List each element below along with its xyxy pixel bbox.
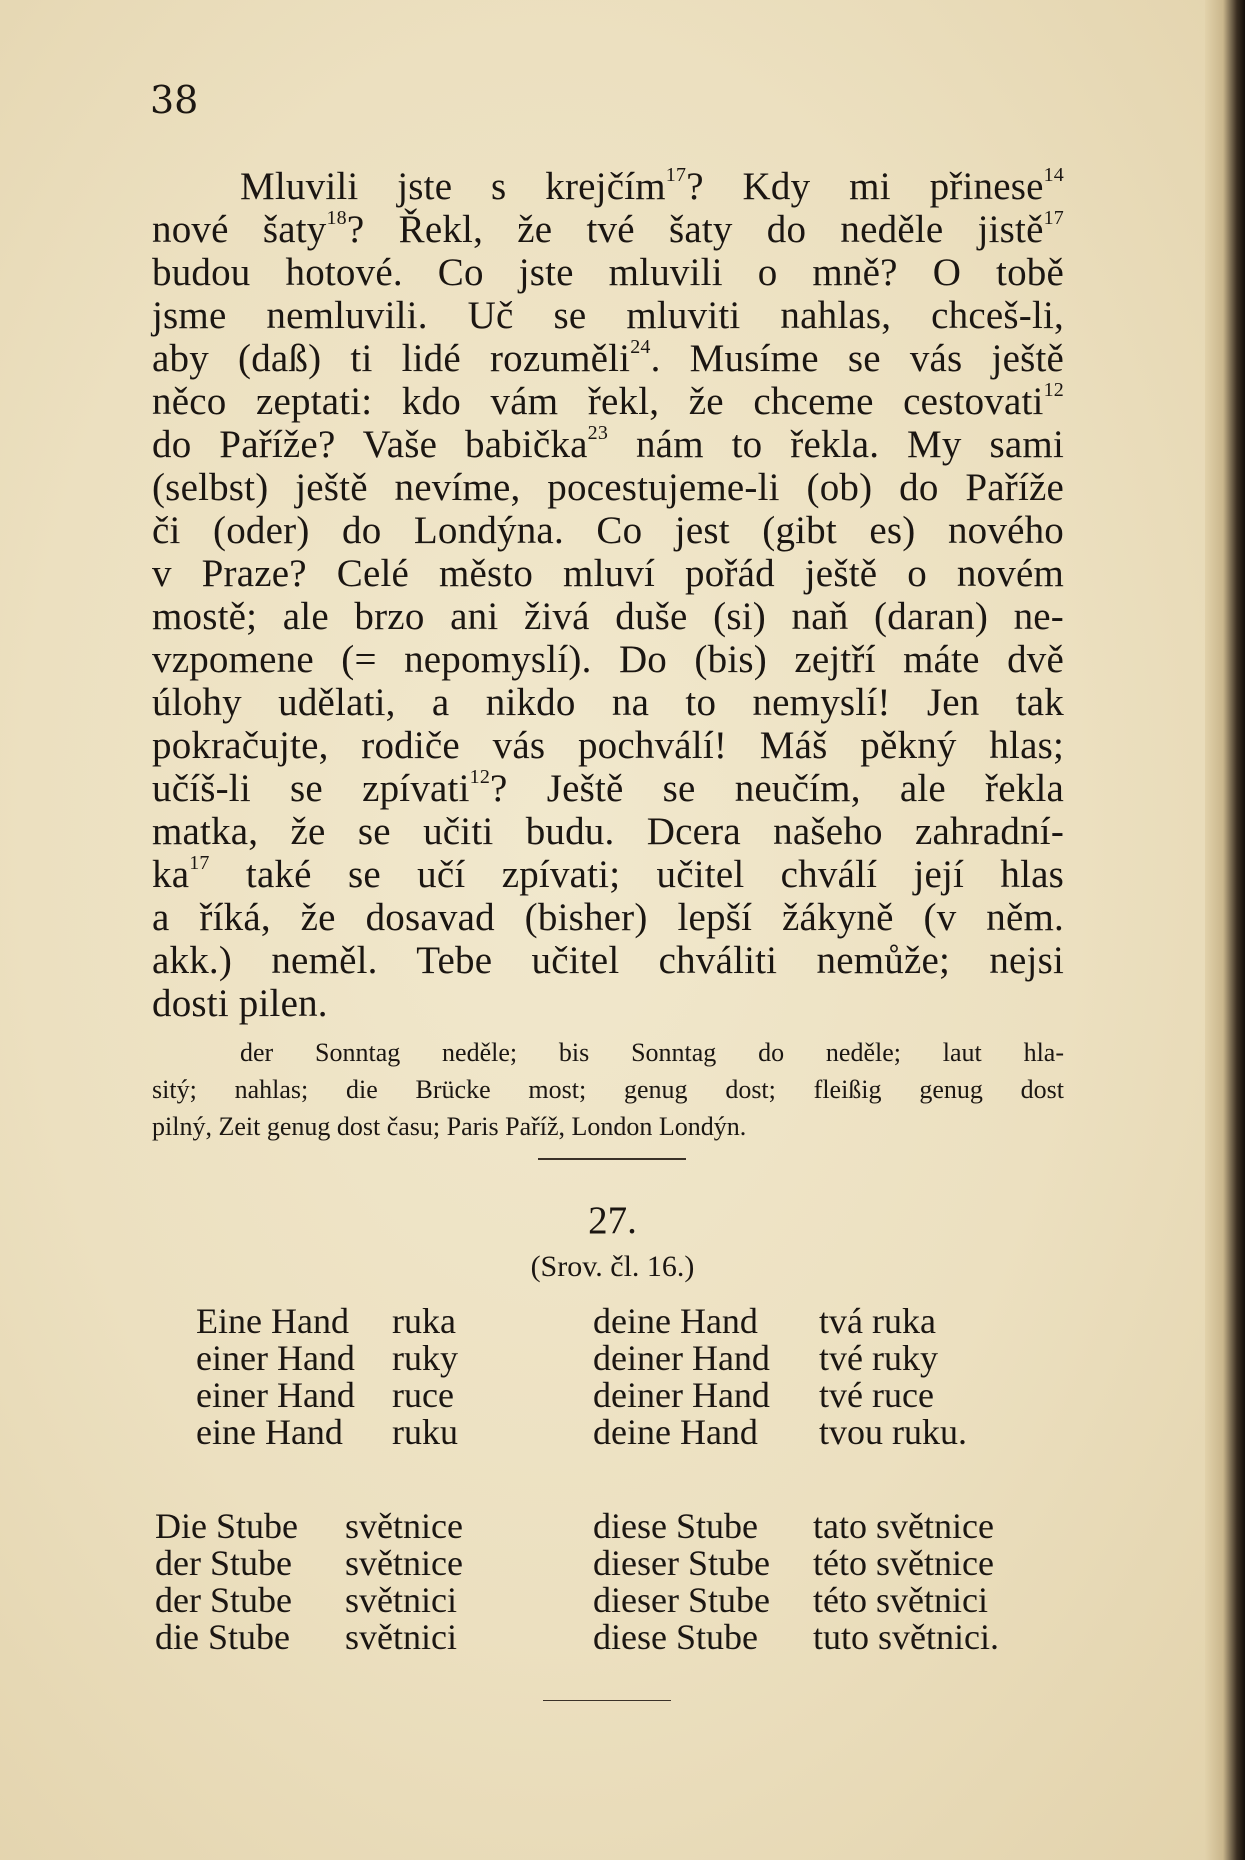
- paragraph-line: [152, 724, 1064, 767]
- paragraph-text: akk.) neměl. Tebe učitel chváliti nemůže; nejsi: [152, 939, 1064, 982]
- paragraph-line: [152, 595, 1064, 638]
- vocabulary-line: pilný, Zeit genug dost času; Paris Paříž, London Londýn.: [152, 1112, 747, 1141]
- czech-noun: ruky: [392, 1338, 458, 1378]
- paragraph-line: [152, 294, 1064, 337]
- vocabulary-notes: [152, 1034, 1064, 1145]
- footnote-marker: 17: [189, 852, 210, 874]
- footnote-marker: 18: [326, 207, 347, 229]
- footnote-marker: 17: [665, 164, 687, 186]
- czech-possessive: tvé ruce: [819, 1375, 934, 1415]
- paragraph-text: ? Ještě se neučím, ale řekla: [490, 767, 1064, 810]
- footnote-marker: 24: [630, 336, 651, 358]
- footnote-marker: 12: [1043, 379, 1064, 401]
- german-noun: eine Hand: [196, 1412, 343, 1452]
- paragraph-line: [152, 423, 1064, 466]
- paragraph-line: [152, 939, 1064, 982]
- czech-noun: světnici: [345, 1617, 457, 1657]
- german-noun: einer Hand: [196, 1338, 355, 1378]
- paragraph-text: a říká, že dosavad (bisher) lepší žákyně (v něm.: [152, 896, 1064, 939]
- declension-table-stube: [155, 1505, 1076, 1675]
- paragraph-text: jsme nemluvili. Uč se mluviti nahlas, chceš-li,: [152, 294, 1064, 337]
- czech-possessive: této světnici: [813, 1580, 988, 1620]
- czech-possessive: tuto světnici.: [813, 1617, 999, 1657]
- paragraph-line: [152, 896, 1064, 939]
- german-possessive: deine Hand: [593, 1412, 758, 1452]
- paragraph-line: [152, 509, 1064, 552]
- vocabulary-line: sitý; nahlas; die Brücke most; genug dost; fleißig genug dost: [152, 1075, 1064, 1104]
- bottom-divider: [543, 1700, 671, 1701]
- german-possessive: deine Hand: [593, 1301, 758, 1341]
- german-noun: der Stube: [155, 1543, 292, 1583]
- book-spine: [1205, 0, 1245, 1860]
- paragraph-text: . Musíme se vás ještě: [650, 337, 1065, 380]
- paragraph-text: ? Kdy mi přinese: [686, 165, 1044, 208]
- german-possessive: dieser Stube: [593, 1580, 770, 1620]
- paragraph-line: [152, 552, 1064, 595]
- czech-noun: světnici: [345, 1580, 457, 1620]
- paragraph-text: ? Řekl, že tvé šaty do neděle jistě: [346, 208, 1044, 251]
- czech-noun: světnice: [345, 1543, 463, 1583]
- paragraph-line: [152, 681, 1064, 724]
- paragraph-text: vzpomene (= nepomyslí). Do (bis) zejtří máte dvě: [152, 638, 1064, 681]
- czech-noun: ruku: [392, 1412, 458, 1452]
- paragraph-text: matka, že se učiti budu. Dcera našeho zahradní-: [152, 810, 1064, 853]
- section-number: 27.: [588, 1199, 637, 1242]
- page-number: 38: [150, 78, 199, 122]
- paragraph-text: ka: [152, 853, 190, 896]
- paragraph-text: v Praze? Celé město mluví pořád ještě o novém: [152, 552, 1064, 595]
- czech-noun: ruka: [392, 1301, 456, 1341]
- paragraph-text: nové šaty: [152, 208, 327, 251]
- footnote-marker: 23: [587, 422, 609, 444]
- german-possessive: deiner Hand: [593, 1338, 770, 1378]
- paragraph-line: [152, 380, 1064, 423]
- czech-possessive: tvá ruka: [819, 1301, 936, 1341]
- czech-noun: ruce: [392, 1375, 454, 1415]
- paragraph-line: [152, 810, 1064, 853]
- german-noun: die Stube: [155, 1617, 290, 1657]
- paragraph-text: také se učí zpívati; učitel chválí její hlas: [209, 853, 1064, 896]
- footnote-marker: 12: [469, 766, 491, 788]
- czech-possessive: této světnice: [813, 1543, 994, 1583]
- german-possessive: diese Stube: [593, 1506, 758, 1546]
- footnote-marker: 17: [1043, 207, 1064, 229]
- czech-possessive: tato světnice: [813, 1506, 994, 1546]
- german-possessive: dieser Stube: [593, 1543, 770, 1583]
- german-noun: einer Hand: [196, 1375, 355, 1415]
- czech-possessive: tvé ruky: [819, 1338, 938, 1378]
- paragraph-text: budou hotové. Co jste mluvili o mně? O tobě: [152, 251, 1064, 294]
- czech-noun: světnice: [345, 1506, 463, 1546]
- paragraph-line: [152, 165, 1064, 208]
- paragraph-text: do Paříže? Vaše babička: [152, 423, 588, 466]
- paragraph-line: [152, 853, 1064, 896]
- paragraph-text: pokračujte, rodiče vás pochválí! Máš pěkný hlas;: [152, 724, 1064, 767]
- paragraph-line: [152, 982, 1064, 1025]
- paragraph-text: (selbst) ještě nevíme, pocestujeme-li (ob) do Paříže: [152, 466, 1064, 509]
- paragraph-text: mostě; ale brzo ani živá duše (si) naň (daran) ne-: [152, 595, 1064, 638]
- exercise-paragraph: [152, 165, 1064, 1025]
- paragraph-line: [152, 466, 1064, 509]
- paragraph-text: Mluvili jste s krejčím: [240, 165, 666, 208]
- paragraph-line: [152, 337, 1064, 380]
- german-possessive: deiner Hand: [593, 1375, 770, 1415]
- paragraph-text: úlohy udělati, a nikdo na to nemyslí! Jen tak: [152, 681, 1064, 724]
- german-noun: Die Stube: [155, 1506, 298, 1546]
- paragraph-text: aby (daß) ti lidé rozuměli: [152, 337, 631, 380]
- section-divider: [538, 1158, 686, 1160]
- footnote-marker: 14: [1043, 164, 1064, 186]
- german-noun: der Stube: [155, 1580, 292, 1620]
- paragraph-text: nám to řekla. My sami: [608, 423, 1064, 466]
- german-noun: Eine Hand: [196, 1301, 349, 1341]
- paragraph-line: [152, 208, 1064, 251]
- paragraph-line: [152, 251, 1064, 294]
- paragraph-text: učíš-li se zpívati: [152, 767, 470, 810]
- paragraph-line: [152, 767, 1064, 810]
- declension-table-hand: [196, 1300, 1076, 1470]
- czech-possessive: tvou ruku.: [819, 1412, 967, 1452]
- paragraph-line: [152, 638, 1064, 681]
- paragraph-text: něco zeptati: kdo vám řekl, že chceme cestovati: [152, 380, 1044, 423]
- paragraph-text: dosti pilen.: [152, 982, 328, 1025]
- section-reference: (Srov. čl. 16.): [530, 1250, 695, 1283]
- paragraph-text: či (oder) do Londýna. Co jest (gibt es) nového: [152, 509, 1064, 552]
- german-possessive: diese Stube: [593, 1617, 758, 1657]
- vocabulary-line: der Sonntag neděle; bis Sonntag do neděle; laut hla-: [240, 1038, 1064, 1067]
